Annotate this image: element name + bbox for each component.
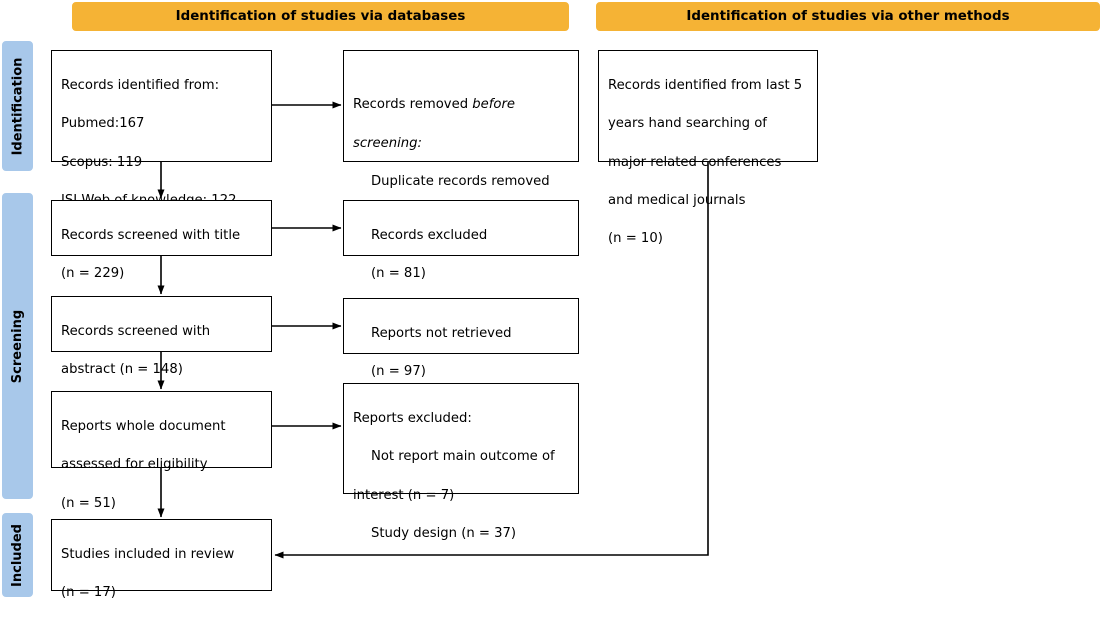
records-identified-line2: Pubmed:167	[61, 116, 145, 132]
studies-included-line2: (n = 17)	[61, 585, 116, 601]
reports-eligibility-line1: Reports whole document	[61, 419, 226, 435]
reports-eligibility-line2: assessed for eligibility	[61, 457, 208, 473]
header-other-methods-label: Identification of studies via other methods	[686, 9, 1010, 24]
box-reports-not-retrieved	[343, 298, 579, 380]
records-excluded-line2: (n = 81)	[371, 266, 426, 282]
box-reports-excluded	[343, 383, 579, 541]
box-reports-eligibility	[51, 391, 272, 511]
box-records-removed	[343, 50, 579, 189]
header-databases-label: Identification of studies via databases	[175, 9, 466, 24]
records-removed-line1-text: Records removed	[353, 97, 473, 113]
studies-included-line1: Studies included in review	[61, 547, 235, 563]
reports-excluded-line2: Not report main outcome of	[371, 449, 555, 465]
records-removed-line1-italic: before	[472, 97, 516, 113]
reports-not-retrieved-line1: Reports not retrieved	[371, 326, 512, 342]
phase-identification	[2, 41, 33, 171]
other-methods-line4: and medical journals	[608, 192, 746, 208]
phase-screening	[2, 193, 33, 499]
reports-excluded-line3: interest (n = 7)	[353, 487, 455, 503]
records-identified-line3: Scopus: 119	[61, 154, 143, 170]
screened-title-line2: (n = 229)	[61, 266, 125, 282]
other-methods-line1: Records identified from last 5	[608, 78, 803, 94]
records-excluded-line1: Records excluded	[371, 228, 488, 244]
phase-included-label: Included	[10, 523, 25, 587]
box-screened-abstract	[51, 296, 272, 378]
records-removed-line3: Duplicate records removed	[371, 173, 550, 189]
reports-eligibility-line3: (n = 51)	[61, 495, 116, 511]
box-records-excluded	[343, 200, 579, 282]
phase-screening-label: Screening	[10, 309, 26, 383]
header-databases	[72, 2, 569, 31]
reports-excluded-line1: Reports excluded:	[353, 411, 472, 427]
reports-not-retrieved-line2: (n = 97)	[371, 364, 426, 380]
header-other-methods	[596, 2, 1100, 31]
records-removed-line2: screening:	[353, 135, 422, 151]
box-studies-included	[51, 519, 272, 601]
box-screened-title	[51, 200, 272, 282]
other-methods-line5: (n = 10)	[608, 231, 663, 247]
records-removed-line1	[353, 76, 569, 114]
screened-title-line1: Records screened with title	[61, 228, 241, 244]
box-other-methods	[598, 50, 818, 247]
phase-identification-label: Identification	[10, 57, 26, 155]
records-identified-line1: Records identified from:	[61, 78, 220, 94]
screened-abstract-line1: Records screened with	[61, 324, 211, 340]
phase-included	[2, 513, 33, 597]
other-methods-line3: major related conferences	[608, 154, 782, 170]
reports-excluded-line4: Study design (n = 37)	[371, 525, 517, 541]
box-records-identified	[51, 50, 272, 170]
screened-abstract-line2: abstract (n = 148)	[61, 362, 183, 378]
other-methods-line2: years hand searching of	[608, 116, 767, 132]
